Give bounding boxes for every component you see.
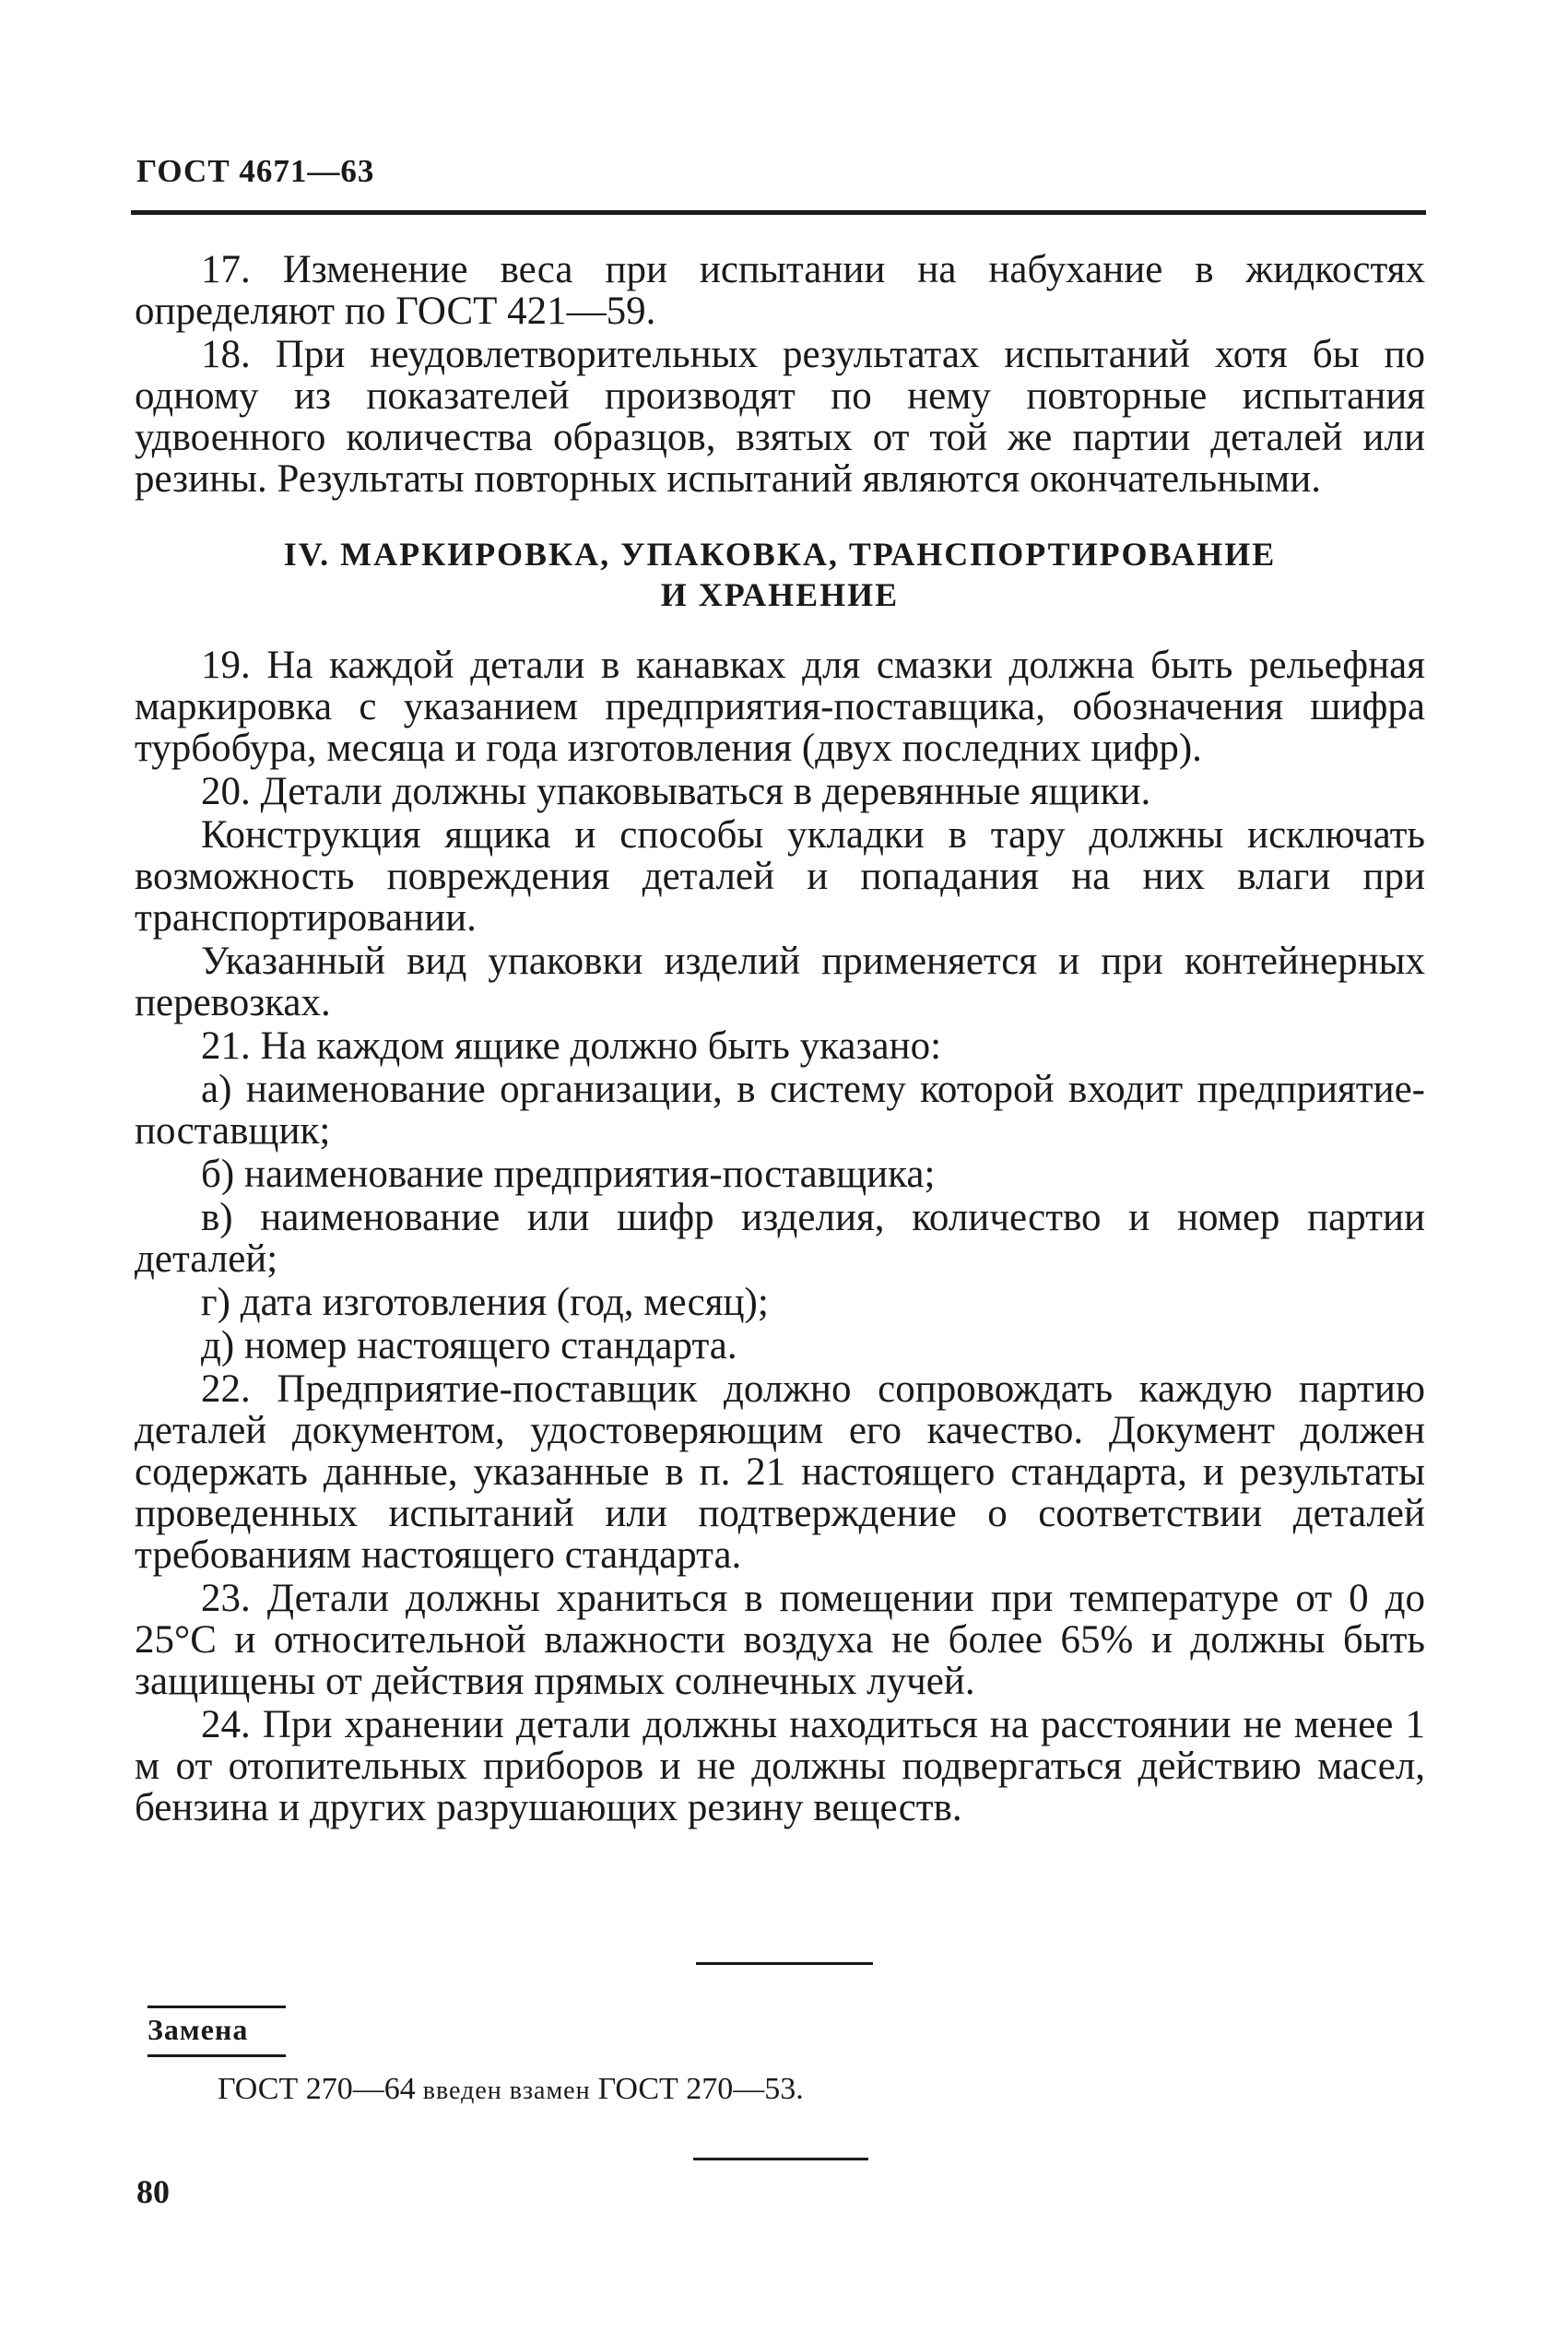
note-rule-bottom	[147, 2054, 286, 2057]
paragraph-24: 24. При хранении детали должны находиться на расстоянии не менее 1 м от отопительных приборов и не должны подвергаться действию масел, бензина и других разрушающих резину веществ.	[135, 1703, 1425, 1829]
list-item-b: б) наименование предприятия-поставщика;	[201, 1153, 936, 1196]
paragraph-20-construction: Конструкция ящика и способы укладки в тару должны исключать возможность повреждения деталей и попадания на них влаги при транспортировании.	[135, 813, 1425, 940]
note-mid-text: введен взамен	[415, 2077, 598, 2105]
list-item-v: в) наименование или шифр изделия, количество и номер партии деталей;	[135, 1196, 1425, 1281]
section-heading	[135, 534, 1425, 615]
paragraph-19: 19. На каждой детали в канавках для смазки должна быть рельефная маркировка с указанием предприятия-поставщика, обозначения шифра турбобура, месяца и года изготовления (двух последних цифр).	[135, 644, 1425, 770]
footer-rule	[693, 2158, 868, 2160]
list-item-g: г) дата изготовления (год, месяц);	[201, 1281, 769, 1324]
paragraph-20-packaging: Указанный вид упаковки изделий применяется и при контейнерных перевозках.	[135, 940, 1425, 1024]
page-number: 80	[136, 2173, 170, 2210]
note-rule-top	[147, 2006, 286, 2008]
note-gost-new: ГОСТ 270—64	[218, 2072, 416, 2106]
paragraph-22: 22. Предприятие-поставщик должно сопровождать каждую партию деталей документом, удостоверяющим его качество. Документ должен содержать данные, указанные в п. 21 настоящего стандарта, и результаты проведенных испытаний или подтверждение о соответствии деталей требованиям настоящего стандарта.	[135, 1367, 1425, 1577]
paragraph-18: 18. При неудовлетворительных результатах испытаний хотя бы по одному из показателей производят по нему повторные испытания удвоенного количества образцов, взятых от той же партии деталей или резины. Результаты повторных испытаний являются окончательными.	[135, 333, 1425, 501]
paragraph-20: 20. Детали должны упаковываться в деревянные ящики.	[201, 770, 1151, 813]
separator-rule	[696, 1962, 873, 1965]
header-rule	[131, 210, 1426, 215]
list-item-a: а) наименование организации, в систему которой входит предприятие-поставщик;	[135, 1068, 1425, 1153]
note-label: Замена	[147, 2013, 249, 2046]
page-header: ГОСТ 4671—63	[136, 153, 375, 189]
section-heading-line-1: IV. МАРКИРОВКА, УПАКОВКА, ТРАНСПОРТИРОВАНИЕ	[283, 536, 1277, 573]
list-item-d: д) номер настоящего стандарта.	[201, 1324, 737, 1367]
paragraph-17: 17. Изменение веса при испытании на набухание в жидкостях определяют по ГОСТ 421—59.	[135, 248, 1425, 333]
document-body	[135, 249, 1425, 1830]
paragraph-23: 23. Детали должны храниться в помещении при температуре от 0 до 25°С и относительной влажности воздуха не более 65% и должны быть защищены от действия прямых солнечных лучей.	[135, 1577, 1425, 1703]
note-text	[218, 2072, 804, 2107]
note-gost-old: ГОСТ 270—53.	[597, 2072, 804, 2106]
paragraph-21: 21. На каждом ящике должно быть указано:	[201, 1024, 942, 1068]
section-heading-line-2: И ХРАНЕНИЕ	[660, 576, 900, 613]
